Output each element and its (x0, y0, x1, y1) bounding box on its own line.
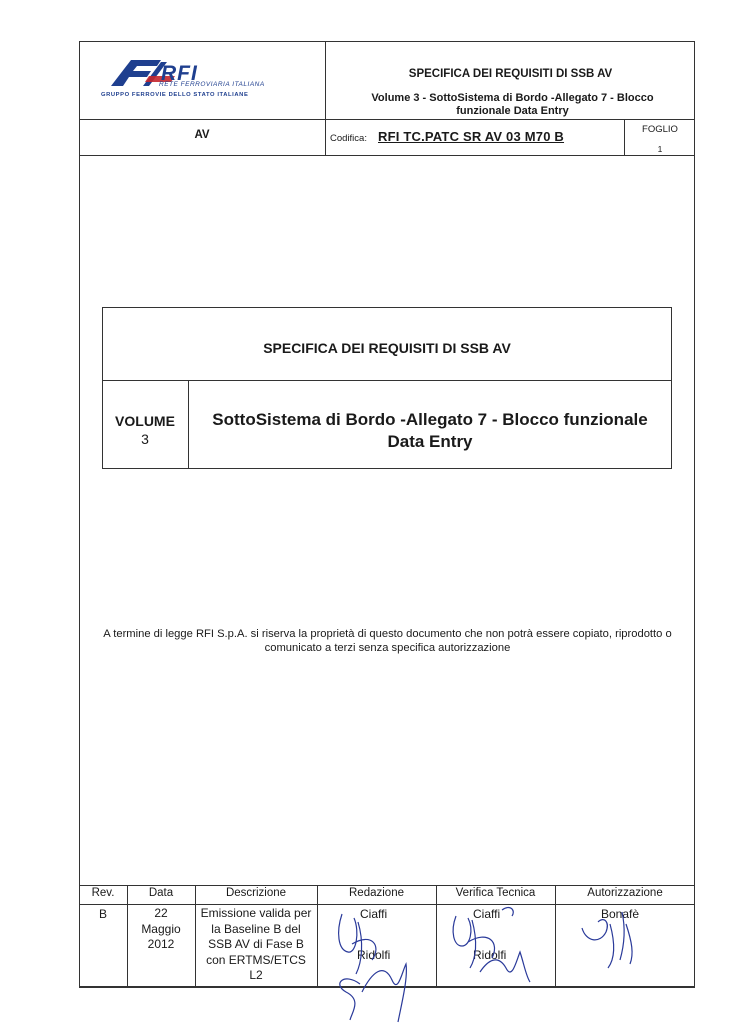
logo-text: RFI (161, 62, 198, 85)
logo-group: GRUPPO FERROVIE DELLO STATO ITALIANE (101, 92, 249, 98)
document-code: RFI TC.PATC SR AV 03 M70 B (378, 129, 565, 144)
rev-col-divider-3 (317, 885, 318, 987)
col-header-autorizzazione: Autorizzazione (587, 887, 663, 899)
autorizzazione-name: Bonafè (601, 907, 640, 921)
header-bottom-line (79, 155, 695, 156)
area-label: AV (194, 129, 210, 141)
page-frame (79, 41, 695, 987)
col-header-rev: Rev. (91, 887, 115, 899)
autorizzazione-signature (570, 902, 660, 972)
verifica-signature (440, 902, 552, 992)
volume-label: VOLUME (115, 413, 175, 429)
revision-table-top (79, 885, 695, 886)
volume-title: SottoSistema di Bordo -Allegato 7 - Blocco funzionale Data Entry (212, 410, 648, 451)
col-header-date: Data (148, 887, 174, 899)
col-header-redazione: Redazione (349, 887, 404, 899)
header-subtitle: Volume 3 - SottoSistema di Bordo -Allegato 7 - Blocco funzionale Data Entry (371, 92, 654, 117)
redazione-signature (322, 902, 432, 1024)
verifica-name-1: Ciaffi (473, 907, 501, 921)
verifica-name-2: Ridolfi (473, 948, 507, 962)
header-col-divider (325, 41, 326, 155)
header-divider (79, 119, 695, 120)
rev-col-divider-1 (127, 885, 128, 987)
logo-subtitle: RETE FERROVIARIA ITALIANA (159, 81, 265, 88)
volume-number: 3 (141, 431, 149, 447)
rfi-logo (97, 52, 317, 112)
code-label: Codifica: (330, 133, 367, 144)
col-header-verifica: Verifica Tecnica (455, 887, 536, 899)
legal-notice: A termine di legge RFI S.p.A. si riserva la proprietà di questo documento che non potrà essere copiato, riprodotto o comunicato a terzi senza specifica autorizzazione (103, 628, 672, 654)
box-title: SPECIFICA DEI REQUISITI DI SSB AV (263, 340, 511, 356)
sheet-number: 1 (657, 144, 663, 154)
sheet-label: FOGLIO (642, 124, 678, 135)
row-rev: B (98, 907, 107, 921)
redazione-name-2: Ridolfi (357, 948, 391, 962)
header-title: SPECIFICA DEI REQUISITI DI SSB AV (408, 68, 613, 80)
rev-col-divider-4 (436, 885, 437, 987)
col-header-description: Descrizione (225, 887, 287, 899)
rev-col-divider-2 (195, 885, 196, 987)
volume-col-divider (188, 380, 189, 469)
row-description: Emissione valida per la Baseline B del SSB AV di Fase B con ERTMS/ETCS L2 (200, 906, 312, 982)
row-date: 22 Maggio 2012 (141, 906, 181, 951)
redazione-name-1: Ciaffi (360, 907, 388, 921)
rev-col-divider-5 (555, 885, 556, 987)
